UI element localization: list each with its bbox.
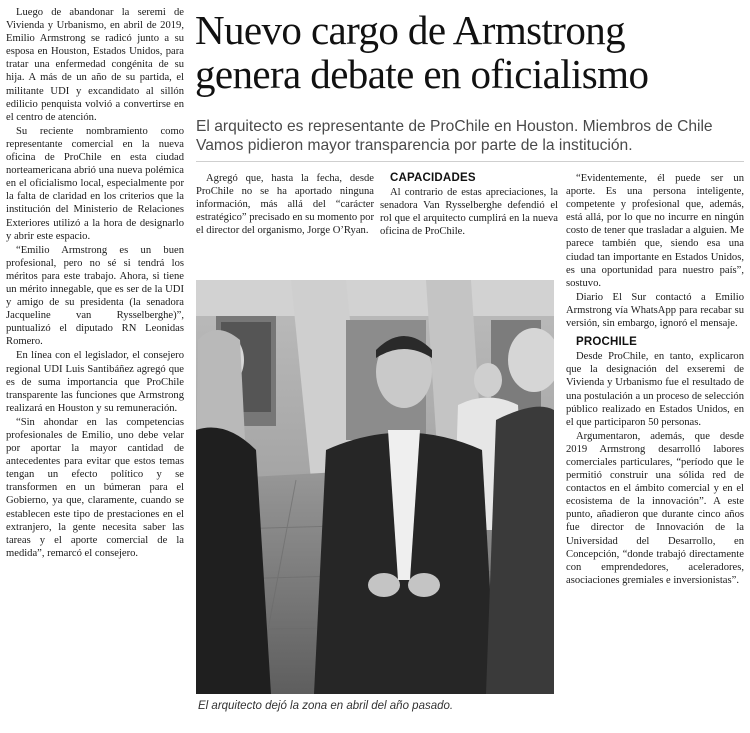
paragraph: Agregó que, hasta la fecha, desde ProChile no se ha aportado ninguna información, más allá del “carácter estratégico” precisado en su momento por el director del organismo, Jorge O’Ryan. [196, 173, 374, 237]
paragraph: Desde ProChile, en tanto, explicaron que la designación del exseremi de Vivienda y Urbanismo fue el resultado de una postulación a un proceso de selección público realizado en Estados Unidos, en el que participaron 50 personas. [566, 351, 744, 428]
paragraph: “Evidentemente, él puede ser un aporte. Es una persona inteligente, competente y profesional que, además, está allá, por lo que no incurre en ningún costo de tener que trasladar a alguien. Me parece también que, siendo esa una ciudad tan importante en Estados Unidos, es una oportunidad para nuestro país”, sostuvo. [566, 173, 744, 289]
article-column-3 [380, 172, 558, 272]
photo-caption: El arquitecto dejó la zona en abril del año pasado. [198, 700, 454, 712]
section-title-capacidades: CAPACIDADES [390, 172, 476, 184]
subheadline: El arquitecto es representante de ProChile en Houston. Miembros de Chile Vamos pidieron mayor transparencia por parte de la institución. [196, 118, 713, 154]
paragraph: “Emilio Armstrong es un buen profesional, pero no sé si tendrá los méritos para este trabajo. Ahora, si tiene un mérito innegable, que es ser de la UDI y amigo de su presidenta (la senadora Jacqueline van Rysselberghe)”, puntualizó el diputado RN Leonidas Romero. [6, 244, 184, 348]
headline [195, 8, 745, 96]
paragraph: Diario El Sur contactó a Emilio Armstrong vía WhatsApp para recabar su versión, sin embargo, ignoró el mensaje. [566, 291, 744, 330]
article-photo [196, 280, 554, 694]
article-column-2 [196, 172, 374, 272]
section-title-prochile: PROCHILE [576, 336, 638, 349]
paragraph: Al contrario de estas apreciaciones, la senadora Van Rysselberghe defendió el rol que el arquitecto cumplirá en la nueva oficina de ProChile. [380, 187, 558, 238]
article-column-4 [566, 172, 744, 728]
paragraph: Luego de abandonar la seremi de Vivienda y Urbanismo, en abril de 2019, Emilio Armstrong se radicó junto a su esposa en Houston, Estados Unidos, para tratar una enfermedad congénita de su hija. A más de un año de su partida, el militante UDI y excandidato al sillón edilicio penquista volvió a convertirse en el centro de atención. [6, 7, 184, 123]
headline-line-1: Nuevo cargo de Armstrong [195, 7, 626, 53]
paragraph: “Sin ahondar en las competencias profesionales de Emilio, uno debe velar por aportar la mayor cantidad de antecedentes para evitar que estos temas tengan un efecto político y se transformen en un búmeran para el Gobierno, ya que, claramente, cuando se establecen este tipo de prestaciones en el extranjero, la gente necesita saber las tareas y el aporte comercial de la medida”, remarcó el consejero. [6, 416, 184, 559]
paragraph: Argumentaron, además, que desde 2019 Armstrong desarrolló labores comerciales particulares, “período que le permitió construir una sólida red de contactos en el ámbito comercial y en el ecosistema de la innovación”. A este punto, añadieron que durante cinco años fue director de Innovación de la Universidad del Desarrollo, en Concepción, “donde trabajó directamente con emprendedores, aceleradores, asociaciones gremiales e inversionistas”. [566, 430, 744, 586]
paragraph: En línea con el legislador, el consejero regional UDI Luis Santibáñez agregó que es de suma importancia que ProChile transparente las funciones que Armstrong realizará en Houston y su remuneración. [6, 350, 184, 414]
article-column-1 [6, 6, 184, 728]
divider [196, 161, 744, 162]
paragraph: Su reciente nombramiento como representante comercial en la nueva oficina de ProChile en esta ciudad norteamericana abrió una nueva polémica en el oficialismo local, especialmente por la falta de claridad en los criterios que la institución del Ministerio de Relaciones Exteriores utilizó a la hora de designarlo y abrir este espacio. [6, 125, 184, 242]
headline-line-2: genera debate en oficialismo [195, 51, 649, 97]
